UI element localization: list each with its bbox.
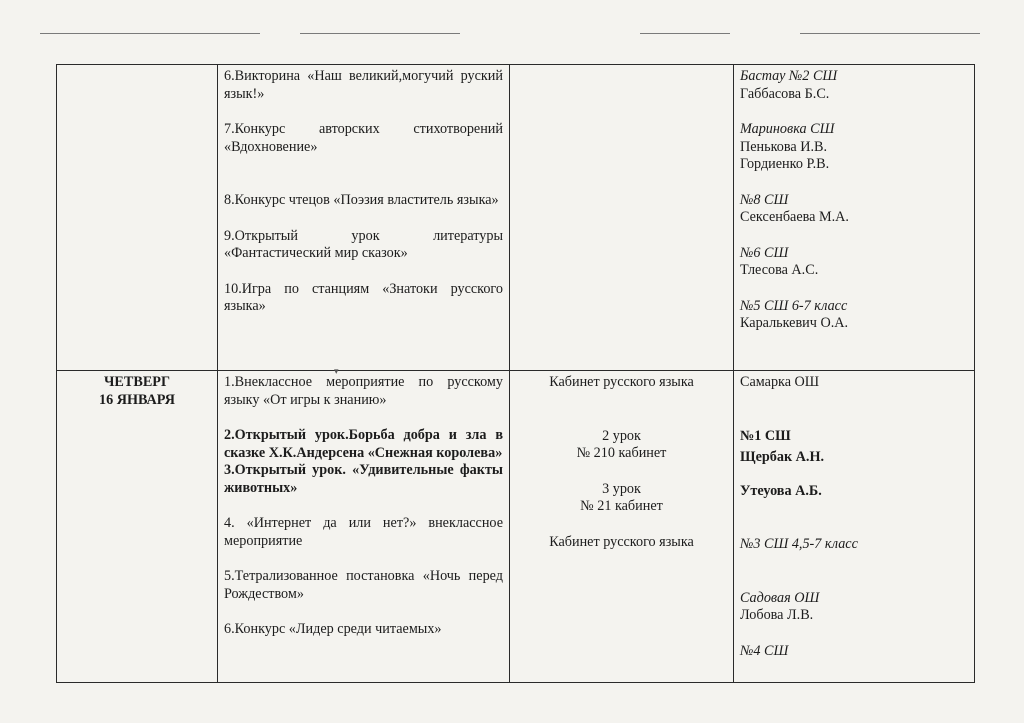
- school-name: Бастау №2 СШ: [740, 68, 838, 84]
- event-item: 5.Тетрализованное постановка «Ночь перед Рождеством»: [224, 568, 503, 602]
- school-name: №3 СШ 4,5-7 класс: [740, 536, 858, 552]
- event-item: 1.Внеклассное мероприятие по русскому языку «От игры к знанию»: [224, 374, 503, 408]
- weekday: ЧЕТВЕРГ: [104, 374, 170, 390]
- scan-mark-icon: ▾: [334, 366, 339, 376]
- place-cell: [510, 371, 734, 683]
- place-text: № 210 кабинет: [576, 445, 667, 461]
- schedule-table: [56, 64, 975, 683]
- person-name: Лобова Л.В.: [740, 607, 814, 623]
- school-name: Самарка ОШ: [740, 374, 820, 390]
- table-row: [57, 371, 975, 683]
- event-item: 3.Открытый урок. «Удивительные факты животных»: [224, 462, 503, 496]
- school-name: Мариновка СШ: [740, 121, 835, 137]
- school-name: Садовая ОШ: [740, 589, 820, 606]
- day-cell: [57, 371, 218, 683]
- school-name: №5 СШ 6-7 класс: [740, 297, 848, 314]
- person-name: Тлесова А.С.: [740, 262, 819, 278]
- events-cell: [218, 65, 510, 371]
- person-name: Каралькевич О.А.: [740, 315, 849, 331]
- event-item: 10.Игра по станциям «Знатоки русского языка»: [224, 280, 503, 314]
- place-text: № 21 кабинет: [580, 498, 663, 514]
- responsible-cell: [734, 371, 975, 683]
- person-name: Сексенбаева М.А.: [740, 209, 849, 225]
- event-item: 2.Открытый урок.Борьба добра и зла в сказке Х.К.Андерсена «Снежная королева»: [224, 427, 503, 461]
- place-text: 2 урок: [602, 427, 641, 444]
- place-text: 3 урок: [602, 480, 641, 497]
- date: 16 ЯНВАРЯ: [98, 391, 176, 408]
- person-name: Утеуова А.Б.: [740, 482, 822, 499]
- school-name: №1 СШ: [740, 427, 791, 444]
- table-row: [57, 65, 975, 371]
- event-item: 6.Викторина «Наш великий,могучий руский язык!»: [224, 68, 503, 102]
- person-name: Щербак А.Н.: [740, 449, 825, 465]
- school-name: №8 СШ: [740, 191, 789, 208]
- person-name: Пенькова И.В.: [740, 138, 828, 155]
- person-name: Гордиенко Р.В.: [740, 156, 830, 172]
- scan-artifact-line: [640, 33, 730, 34]
- responsible-cell: [734, 65, 975, 371]
- school-name: №6 СШ: [740, 244, 789, 261]
- place-text: Кабинет русского языка: [549, 533, 694, 550]
- person-name: Габбасова Б.С.: [740, 85, 830, 102]
- event-item: 6.Конкурс «Лидер среди читаемых»: [224, 621, 442, 637]
- event-item: 4. «Интернет да или нет?» внеклассное мероприятие: [224, 515, 503, 549]
- day-cell: [57, 65, 218, 371]
- scan-artifact-line: [800, 33, 980, 34]
- event-item: 8.Конкурс чтецов «Поэзия властитель языка»: [224, 192, 499, 208]
- scan-artifact-line: [40, 33, 260, 34]
- school-name: №4 СШ: [740, 642, 789, 659]
- place-text: Кабинет русского языка: [549, 374, 694, 390]
- event-item: 7.Конкурс авторских стихотворений «Вдохновение»: [224, 121, 503, 155]
- events-cell: [218, 371, 510, 683]
- scan-artifact-line: [300, 33, 460, 34]
- event-item: 9.Открытый урок литературы «Фантастический мир сказок»: [224, 227, 503, 261]
- place-cell: [510, 65, 734, 371]
